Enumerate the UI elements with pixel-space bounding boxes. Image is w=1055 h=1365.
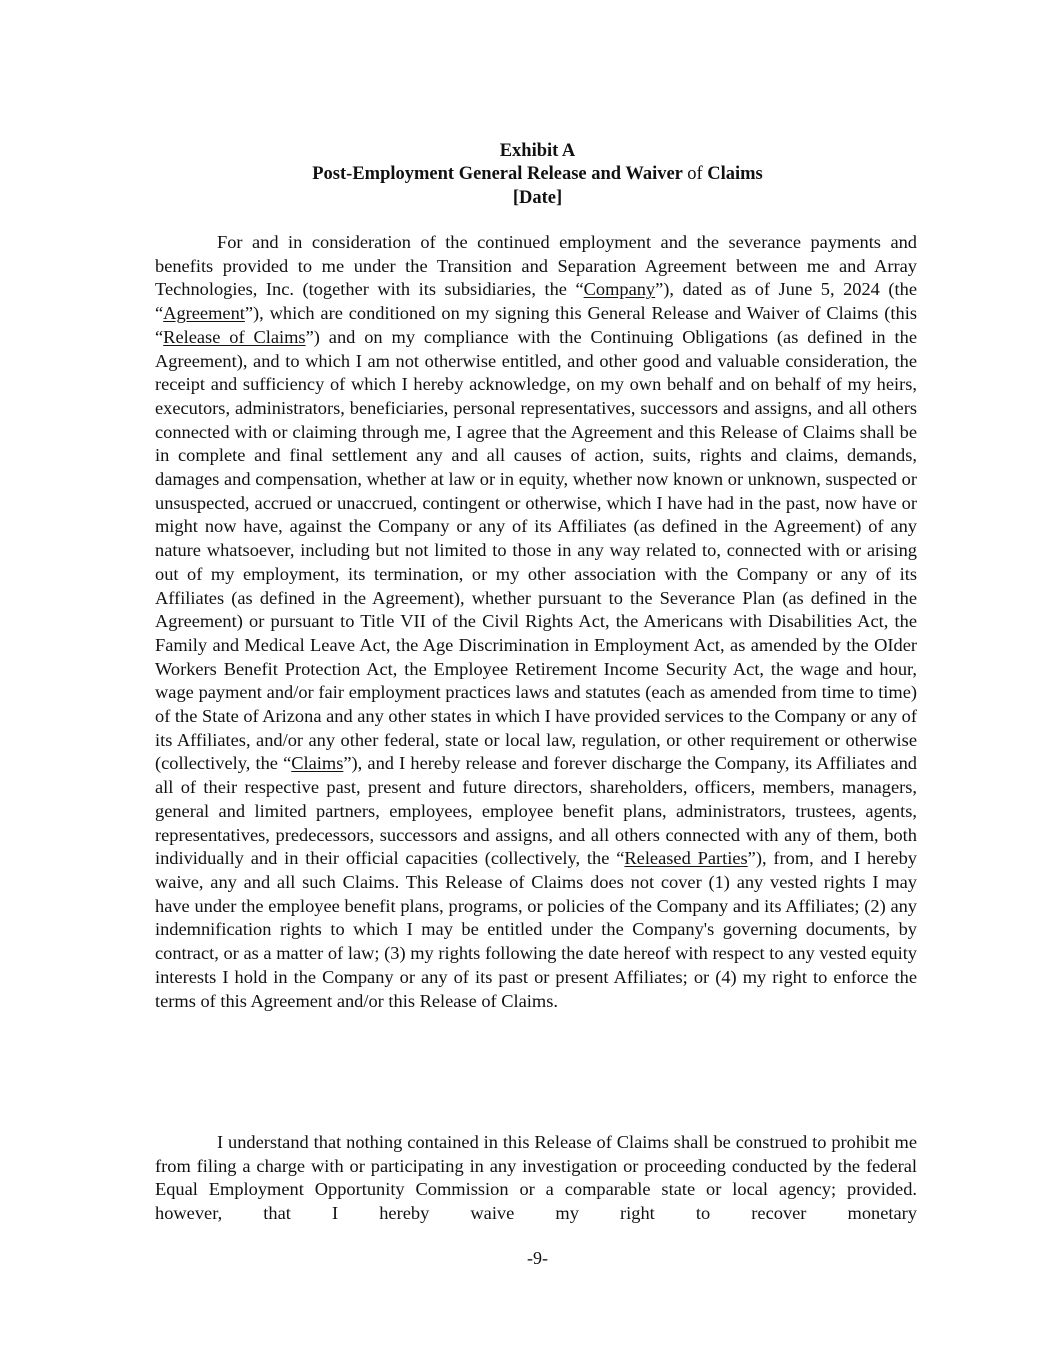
understanding-paragraph: I understand that nothing contained in this Release of Claims shall be construed to prohibit me from filing a charge with or participating in any investigation or proceeding conducted by the federal Equal Employment Opportunity Commission or a comparable state or local agency; provided. however, that I hereby waive my right to recover monetary: [155, 1132, 917, 1224]
defined-term-company: Company: [583, 279, 656, 300]
title-part-1: Post-Employment General Release and Waiver: [312, 164, 683, 184]
exhibit-label: Exhibit A: [499, 141, 576, 161]
defined-term-agreement: Agreement: [163, 303, 245, 324]
page-number: -9-: [527, 1248, 548, 1268]
paragraph-text: For and in consideration of the continued employment and the severance payments and benefits provided to me under the Transition and Separation Agreement between me and Array Technologies, Inc. (together with its subsidiaries, the “: [155, 232, 917, 300]
paragraph-text: ”), dated as of June 5, 2024 (the “: [155, 279, 917, 324]
defined-term-claims: Claims: [291, 753, 344, 774]
title-part-2: Claims: [707, 164, 763, 184]
paragraph-text: ”), which are conditioned on my signing this General Release and Waiver of Claims (this “: [155, 303, 917, 347]
defined-term-release-of-claims: Release of Claims: [163, 326, 306, 347]
title-connector: of: [687, 164, 703, 184]
paragraph-text: ”), from, and I hereby waive, any and all such Claims. This Release of Claims does not cover (1) any vested rights I may have under the employee benefit plans, programs, or policies of the Company and its Affiliates; (2) any indemnification rights to which I may be entitled under the Company's governing documents, by contract, or as a matter of law; (3) my rights following the date hereof with respect to any vested equity interests I hold in the Company or any of its past or present Affiliates; or (4) my right to enforce the terms of this Agreement and/or this Release of Claims.: [155, 848, 917, 1011]
release-paragraph: [155, 231, 917, 1013]
paragraph-text: ”) and on my compliance with the Continuing Obligations (as defined in the Agreement), and to which I am not otherwise entitled, and other good and valuable consideration, the receipt and sufficiency of which I hereby acknowledge, on my own behalf and on behalf of my heirs, executors, administrators, beneficiaries, personal representatives, successors and assigns, and all others connected with or claiming through me, I agree that the Agreement and this Release of Claims shall be in complete and final settlement any and all causes of action, suits, rights and claims, demands, damages and compensation, whether at law or in equity, whether now known or unknown, suspected or unsuspected, accrued or unaccrued, contingent or otherwise, which I have had in the past, now have or might now have, against the Company or any of its Affiliates (as defined in the Agreement) of any nature whatsoever, including but not limited to those in any way related to, connected with or arising out of my employment, its termination, or my other association with the Company or any of its Affiliates (as defined in the Agreement), whether pursuant to the Severance Plan (as defined in the Agreement) or pursuant to Title VII of the Civil Rights Act, the Americans with Disabilities Act, the Family and Medical Leave Act, the Age Discrimination in Employment Act, as amended by the OIder Workers Benefit Protection Act, the Employee Retirement Income Security Act, the wage and hour, wage payment and/or fair employment practices laws and statutes (each as amended from time to time) of the State of Arizona and any other states in which I have provided services to the Company or any of its Affiliates, and/or any other federal, state or local law, regulation, or other requirement or otherwise (collectively, the “: [155, 326, 917, 774]
defined-term-released-parties: Released Parties: [624, 848, 748, 869]
paragraph-text: ”), and I hereby release and forever discharge the Company, its Affiliates and all of their respective past, present and future directors, shareholders, officers, members, managers, general and limited partners, employees, employee benefit plans, administrators, trustees, agents, representatives, predecessors, successors and assigns, and all others connected with any of them, both individually and in their official capacities (collectively, the “: [155, 753, 917, 869]
date-placeholder: [Date]: [512, 188, 563, 208]
document-title: [0, 163, 1055, 187]
